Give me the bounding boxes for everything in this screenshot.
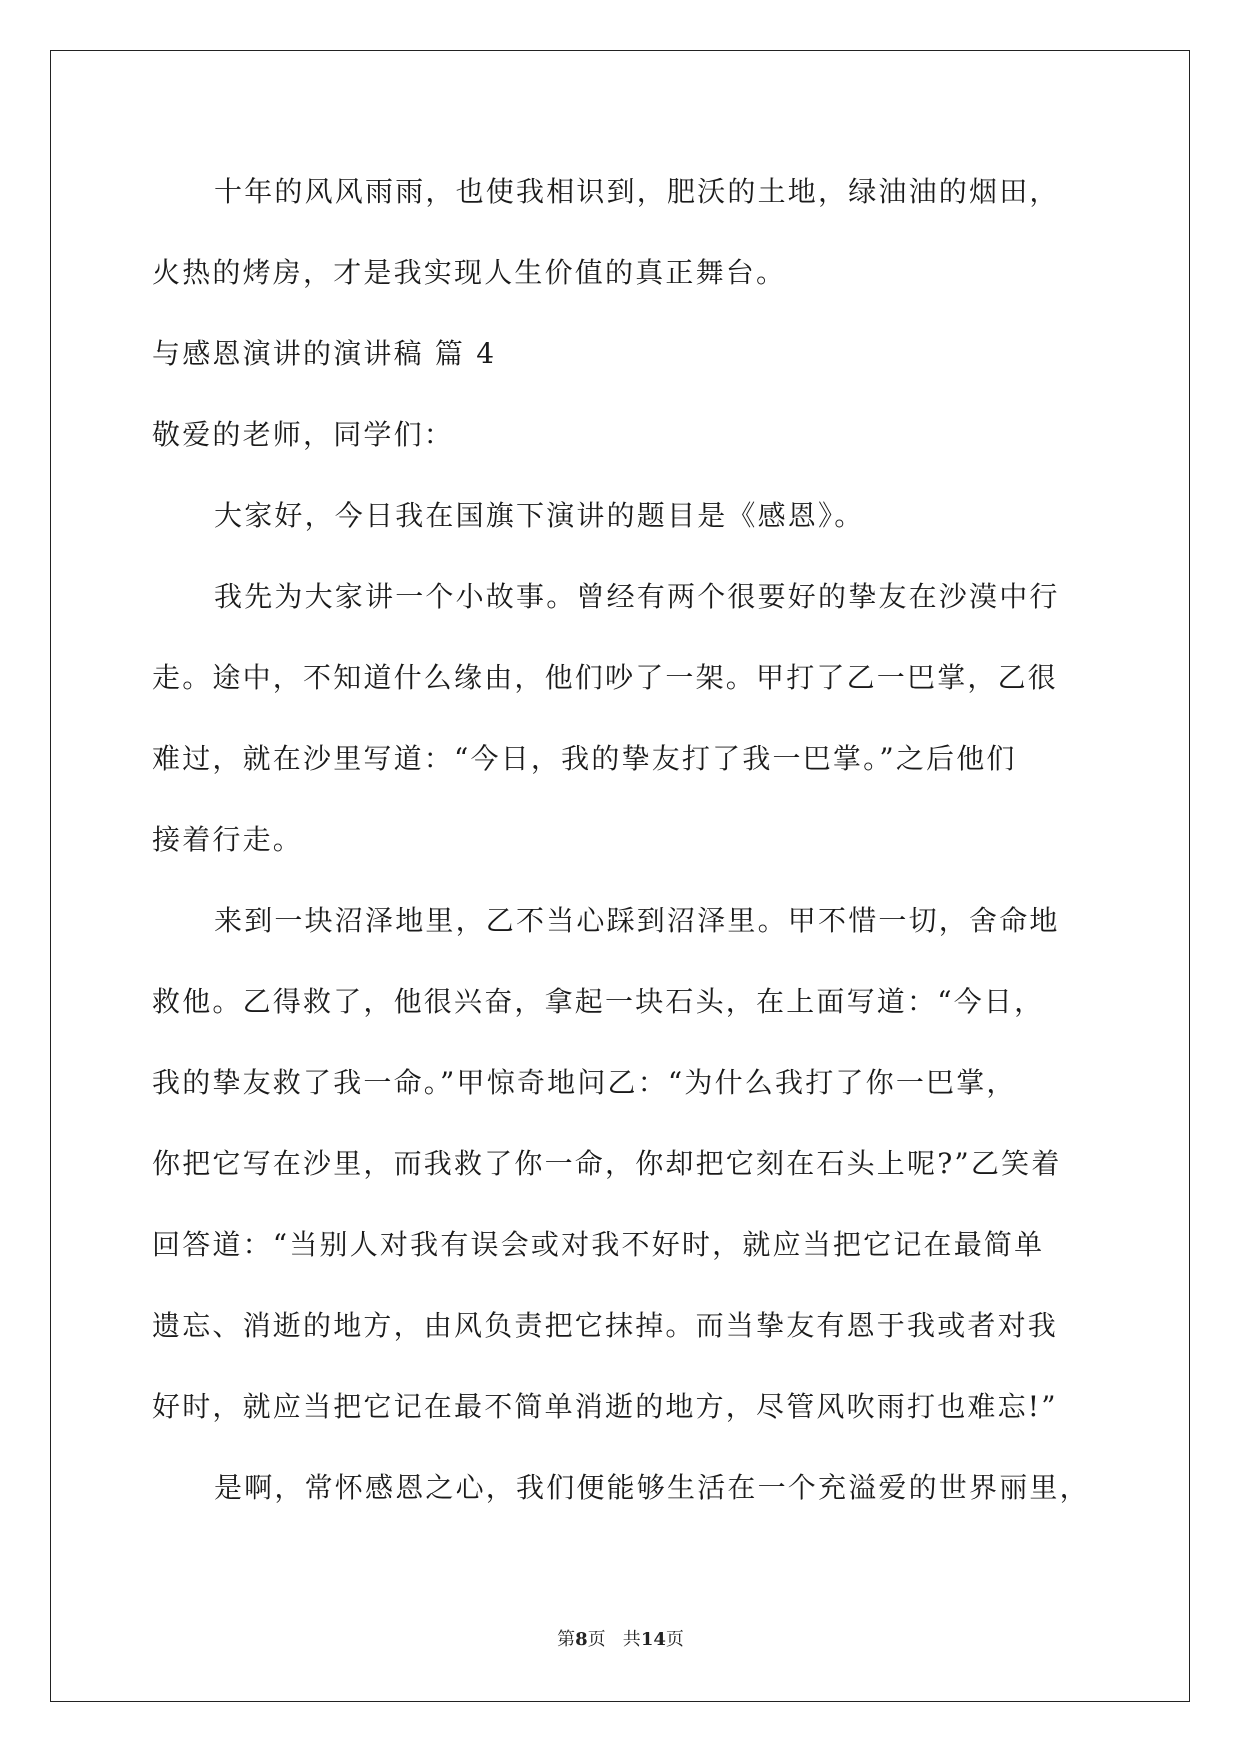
footer-prefix: 第 xyxy=(557,1629,576,1650)
footer-suffix: 页 xyxy=(665,1629,684,1650)
paragraph-line: 是啊，常怀感恩之心，我们便能够生活在一个充溢爱的世界丽里， xyxy=(214,1471,1090,1504)
footer-mid: 页 共 xyxy=(587,1629,641,1650)
page-footer xyxy=(0,1628,1241,1652)
paragraph-line: 你把它写在沙里，而我救了你一命，你却把它刻在石头上呢?”乙笑着 xyxy=(152,1147,1062,1180)
paragraph-line: 我的挚友救了我一命。”甲惊奇地问乙：“为什么我打了你一巴掌， xyxy=(152,1066,1017,1099)
paragraph-line: 难过，就在沙里写道：“今日，我的挚友打了我一巴掌。”之后他们 xyxy=(152,742,1017,775)
paragraph-line: 我先为大家讲一个小故事。曾经有两个很要好的挚友在沙漠中行 xyxy=(214,580,1060,613)
paragraph-line: 回答道：“当别人对我有误会或对我不好时，就应当把它记在最简单 xyxy=(152,1228,1045,1261)
paragraph-line: 接着行走。 xyxy=(152,823,304,856)
paragraph-line: 走。途中，不知道什么缘由，他们吵了一架。甲打了乙一巴掌，乙很 xyxy=(152,661,1059,694)
paragraph-line: 遗忘、消逝的地方，由风负责把它抹掉。而当挚友有恩于我或者对我 xyxy=(152,1309,1059,1342)
paragraph-line: 大家好，今日我在国旗下演讲的题目是《感恩》。 xyxy=(214,499,865,532)
salutation: 敬爱的老师，同学们： xyxy=(152,418,455,451)
paragraph-line: 救他。乙得救了，他很兴奋，拿起一块石头，在上面写道：“今日， xyxy=(152,985,1045,1018)
paragraph-line: 十年的风风雨雨，也使我相识到，肥沃的土地，绿油油的烟田， xyxy=(214,175,1060,208)
paragraph-line: 来到一块沼泽地里，乙不当心踩到沼泽里。甲不惜一切，舍命地 xyxy=(214,904,1060,937)
current-page-number: 8 xyxy=(575,1629,588,1650)
total-page-count: 14 xyxy=(640,1629,666,1650)
section-heading: 与感恩演讲的演讲稿 篇 4 xyxy=(152,337,497,370)
page-border xyxy=(50,50,1190,1702)
paragraph-line: 火热的烤房，才是我实现人生价值的真正舞台。 xyxy=(152,256,787,289)
paragraph-line: 好时，就应当把它记在最不简单消逝的地方，尽管风吹雨打也难忘!” xyxy=(152,1390,1058,1423)
